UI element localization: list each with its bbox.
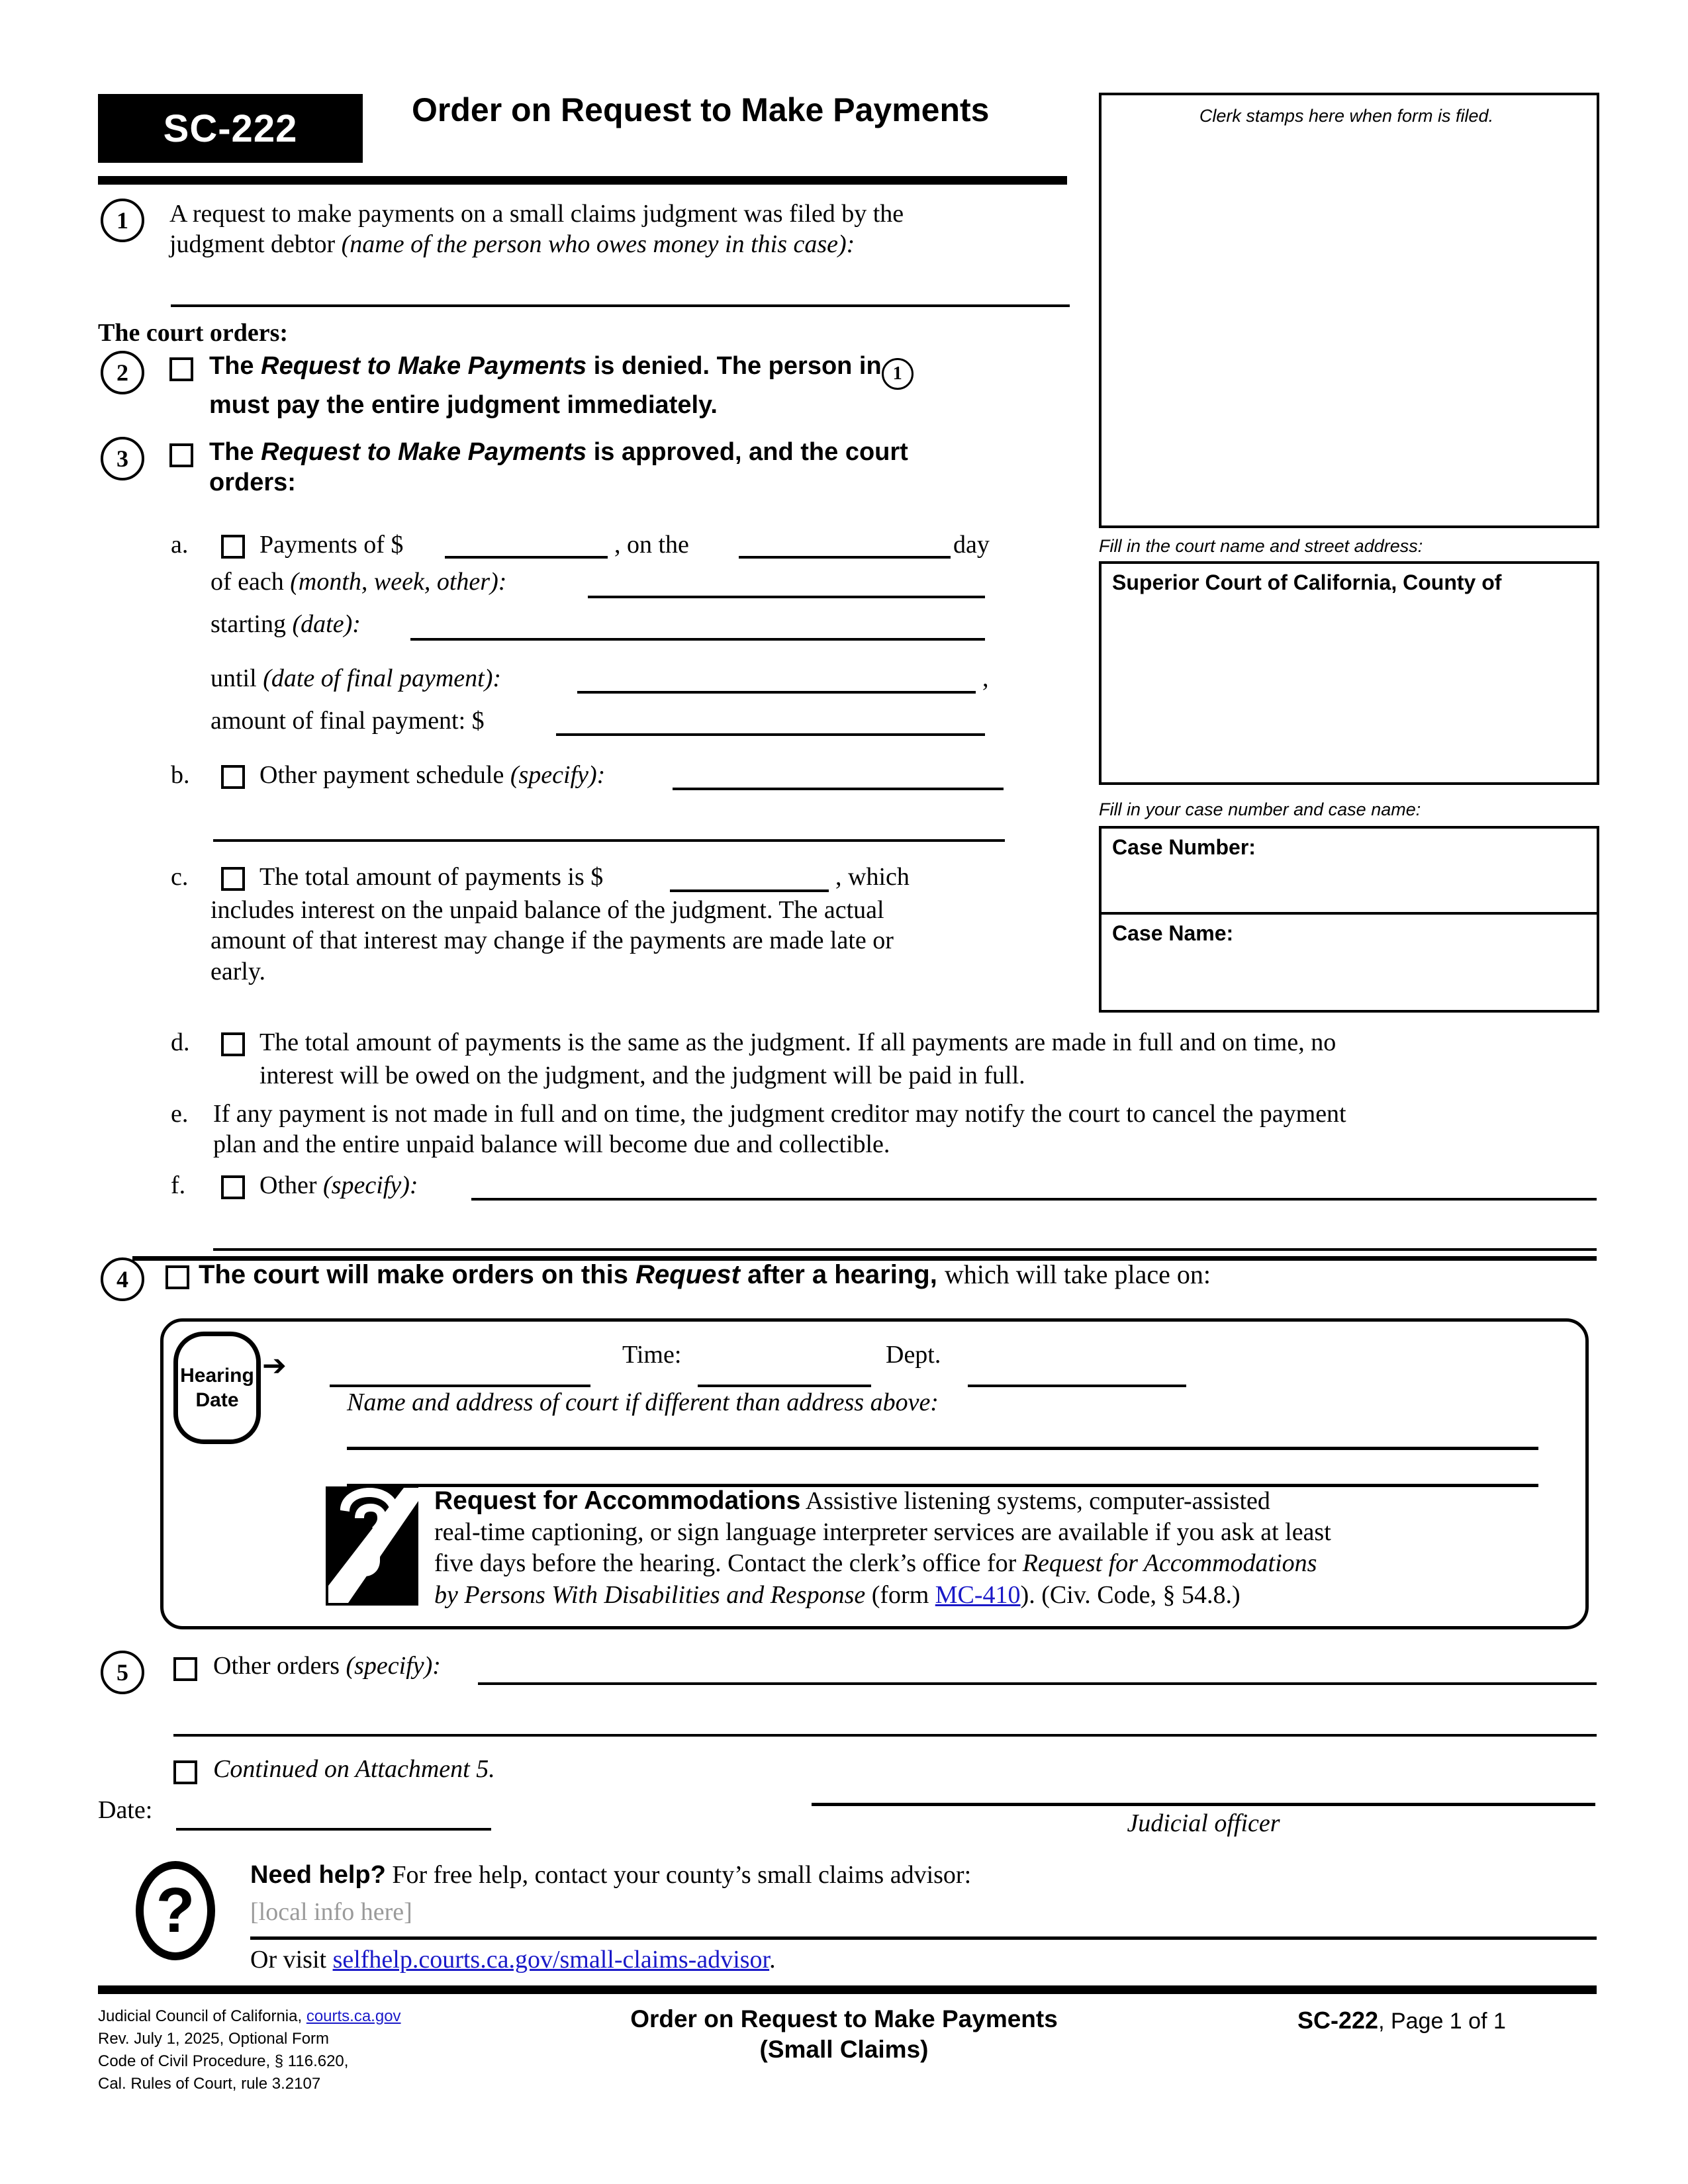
item-3-checkbox[interactable] [169,443,193,467]
item-3a-line3-plain: starting [211,610,293,638]
item-3c-line1-part1: The total amount of payments is $ [259,863,604,891]
item-4-checkbox[interactable] [165,1265,189,1289]
visit-pre: Or visit [250,1946,333,1974]
item-2-ref-circle: 1 [882,358,914,390]
court-orders-heading: The court orders: [98,319,289,347]
accommodations-body4-post: ). (Civ. Code, § 54.8.) [1020,1580,1241,1609]
item-3c-line1-part2: , which [835,863,910,891]
item-4-number: 4 [101,1257,144,1301]
item-3-line2: orders: [209,469,296,497]
case-number-label: Case Number: [1112,835,1256,859]
item-3a-line5: amount of final payment: $ [211,707,485,735]
local-info-placeholder[interactable]: [local info here] [250,1898,412,1926]
item-3f-italic: (specify): [323,1171,418,1199]
item-3-post: is approved, and the court [586,438,908,466]
item-4-post: after a hearing, [739,1260,945,1289]
item-3c-body [211,895,1064,987]
item-5-italic: (specify): [346,1652,441,1680]
item-2-checkbox[interactable] [169,357,193,381]
court-name-title: Superior Court of California, County of [1112,570,1502,594]
clerk-stamp-box[interactable] [1099,93,1599,528]
item-5-text [213,1651,441,1681]
footer-line1-pre: Judicial Council of California, [98,2007,306,2025]
item-3a-line2 [211,567,506,597]
item-3f-specify-input-line-2[interactable] [213,1248,1597,1251]
judicial-officer-label-text: Judicial officer [1127,1809,1280,1837]
footer-divider [98,1985,1597,1994]
assistive-listening-ear-icon [326,1486,418,1606]
item-2-pre: The [209,352,261,380]
item-3a-period-input-line[interactable] [588,596,985,598]
item-3a-line1-part3: day [953,531,990,559]
footer-page-number [1297,2007,1615,2034]
item-3f-text [259,1170,418,1201]
item-3e-line1: If any payment is not made in full and on time, the judgment creditor may notify the court to cancel the payment [213,1100,1346,1128]
item-3b-plain: Other payment schedule [259,761,510,789]
item-2-text [209,351,1070,420]
item-1-number: 1 [101,199,144,242]
clerk-stamp-label: Clerk stamps here when form is filed. [1199,106,1494,126]
date-input-line[interactable] [176,1828,491,1831]
item-1-name-input-line[interactable] [171,304,1070,307]
item-3c-line4: early. [211,957,265,985]
footer-form-number: SC-222 [1297,2007,1379,2034]
need-help-heading: Need help? [250,1861,386,1889]
item-1-line2-plain: judgment debtor [169,230,342,259]
item-3-italic: Request to Make Payments [261,438,587,466]
hearing-dept-input-line[interactable] [968,1385,1186,1387]
item-2-number: 2 [101,351,144,394]
attachment-5-checkbox[interactable] [173,1760,197,1784]
item-3f-checkbox[interactable] [221,1175,245,1199]
item-3b-specify-input-line-1[interactable] [673,788,1004,790]
accommodations-heading: Request for Accommodations [434,1486,801,1515]
item-3d-text [259,1027,1594,1058]
item-3a-line1-part1: Payments of $ [259,531,404,559]
footer-line2: Rev. July 1, 2025, Optional Form [98,2030,330,2048]
item-3e-line2: plan and the entire unpaid balance will become due and collectible. [213,1130,890,1159]
item-3-text [209,437,1070,498]
item-3a-letter: a. [171,531,189,559]
visit-post: . [769,1946,776,1974]
accommodations-body2: real-time captioning, or sign language interpreter services are available if you ask at least [434,1518,1331,1547]
accommodations-body3-pre: five days before the hearing. Contact the clerk’s office for [434,1549,1023,1578]
item-3a-line3-italic: (date): [292,610,361,638]
item-3b-checkbox[interactable] [221,765,245,789]
need-help-line [250,1860,1177,1890]
page-title: Order on Request to Make Payments [412,91,990,128]
footer-line4: Cal. Rules of Court, rule 3.2107 [98,2075,321,2093]
accommodations-body1: Assistive listening systems, computer-assisted [800,1487,1270,1515]
local-info-input-line[interactable] [250,1936,1597,1940]
item-3a-final-date-input-line[interactable] [577,691,976,694]
item-2-post: is denied. The person in [586,352,882,380]
footer-form-title [503,2004,1185,2066]
date-label: Date: [98,1796,153,1824]
accommodations-body4-mid: (form [865,1580,935,1609]
selfhelp-advisor-link[interactable]: selfhelp.courts.ca.gov/small-claims-advisor [332,1946,770,1974]
item-3b-text [259,760,605,790]
item-3a-line4-tail: , [982,664,989,692]
case-name-label: Case Name: [1112,921,1234,945]
item-3a-day-input-line[interactable] [739,556,951,559]
item-2-line2: must pay the entire judgment immediately. [209,391,718,419]
item-3a-final-amount-input-line[interactable] [556,733,985,736]
item-3d-line2: interest will be owed on the judgment, and the judgment will be paid in full. [259,1062,1025,1089]
item-5-specify-input-line-2[interactable] [173,1734,1597,1737]
need-help-body: For free help, contact your county’s small claims advisor: [385,1861,972,1889]
visit-line [250,1944,776,1975]
item-1-line1: A request to make payments on a small claims judgment was filed by the [169,200,904,228]
item-3d-text-2 [259,1060,1594,1091]
item-4-italic: Request [635,1260,740,1289]
question-mark-icon: ? [136,1861,215,1960]
accommodations-body4-italic: by Persons With Disabilities and Response [434,1580,866,1609]
item-3c-line3: amount of that interest may change if the payments are made late or [211,927,894,955]
hearing-time-label: Time: [622,1341,682,1369]
item-1-text [169,199,1070,260]
item-3a-line3 [211,609,361,639]
footer-line3: Code of Civil Procedure, § 116.620, [98,2052,349,2071]
item-3a-amount-input-line[interactable] [445,556,608,559]
item-3b-specify-input-line-2[interactable] [213,839,1005,842]
court-box-label: Fill in the court name and street address: [1099,536,1423,556]
courts-ca-gov-link[interactable]: courts.ca.gov [306,2007,401,2025]
item-5-number: 5 [101,1651,144,1694]
item-3b-letter: b. [171,761,190,789]
item-4-pre: The court will make orders on this [199,1260,636,1289]
mc-410-link[interactable]: MC-410 [935,1580,1021,1609]
item-3b-italic: (specify): [510,761,606,789]
judicial-officer-label [812,1808,1595,1839]
item-3a-line4-italic: (date of final payment): [263,664,502,692]
item-3d-line1: The total amount of payments is the same as the judgment. If all payments are made in full and on time, no [259,1028,1336,1056]
item-3c-checkbox[interactable] [221,867,245,891]
attachment-5-label: Continued on Attachment 5. [213,1755,495,1783]
item-3a-line1-part2: , on the [614,531,689,559]
item-3d-letter: d. [171,1028,190,1056]
item-3e-letter: e. [171,1100,189,1128]
footer-center-line2: (Small Claims) [759,2036,929,2064]
item-5-specify-input-line-1[interactable] [478,1682,1597,1685]
form-number-badge: SC-222 [98,94,363,163]
item-3c-total-input-line[interactable] [670,889,829,892]
item-3a-line2-plain: of each [211,568,291,596]
item-3c-letter: c. [171,863,189,891]
item-3c-line2: includes interest on the unpaid balance of the judgment. The actual [211,896,884,924]
footer-center-line1: Order on Request to Make Payments [630,2005,1058,2032]
item-2-italic: Request to Make Payments [261,352,587,380]
item-3a-line4 [211,663,501,694]
hearing-dept-label: Dept. [886,1341,941,1369]
item-1-line2-italic: (name of the person who owes money in this case): [341,230,855,259]
item-3-pre: The [209,438,261,466]
hearing-date-pill-line2: Date [195,1389,239,1411]
item-3f-specify-input-line-1[interactable] [471,1198,1597,1201]
item-3d-checkbox[interactable] [221,1032,245,1056]
item-3f-letter: f. [171,1171,186,1199]
item-3a-line2-italic: (month, week, other): [290,568,507,596]
item-3a-line4-plain: until [211,664,263,692]
item-4-text [199,1259,1589,1291]
footer-page-label: , Page 1 of 1 [1378,2009,1506,2034]
header-divider [98,176,1067,185]
item-4-tail: which will take place on: [944,1259,1211,1289]
hearing-address-label: Name and address of court if different than address above: [347,1388,939,1416]
hearing-date-pill-line1: Hearing [180,1364,254,1387]
item-3a-checkbox[interactable] [221,535,245,559]
right-arrow-icon: ➔ [262,1349,287,1382]
hearing-date-pill [173,1332,261,1444]
case-box-label: Fill in your case number and case name: [1099,799,1421,819]
item-3e-text [213,1099,1597,1160]
accommodations-body3-italic: Request for Accommodations [1022,1549,1317,1578]
judicial-officer-signature-line[interactable] [812,1803,1595,1806]
item-3a-start-date-input-line[interactable] [410,638,985,641]
accommodations-text [434,1485,1533,1611]
item-5-checkbox[interactable] [173,1657,197,1681]
item-3-number: 3 [101,437,144,480]
item-3f-plain: Other [259,1171,324,1199]
hearing-address-input-line-1[interactable] [347,1447,1538,1450]
item-5-plain: Other orders [213,1652,346,1680]
